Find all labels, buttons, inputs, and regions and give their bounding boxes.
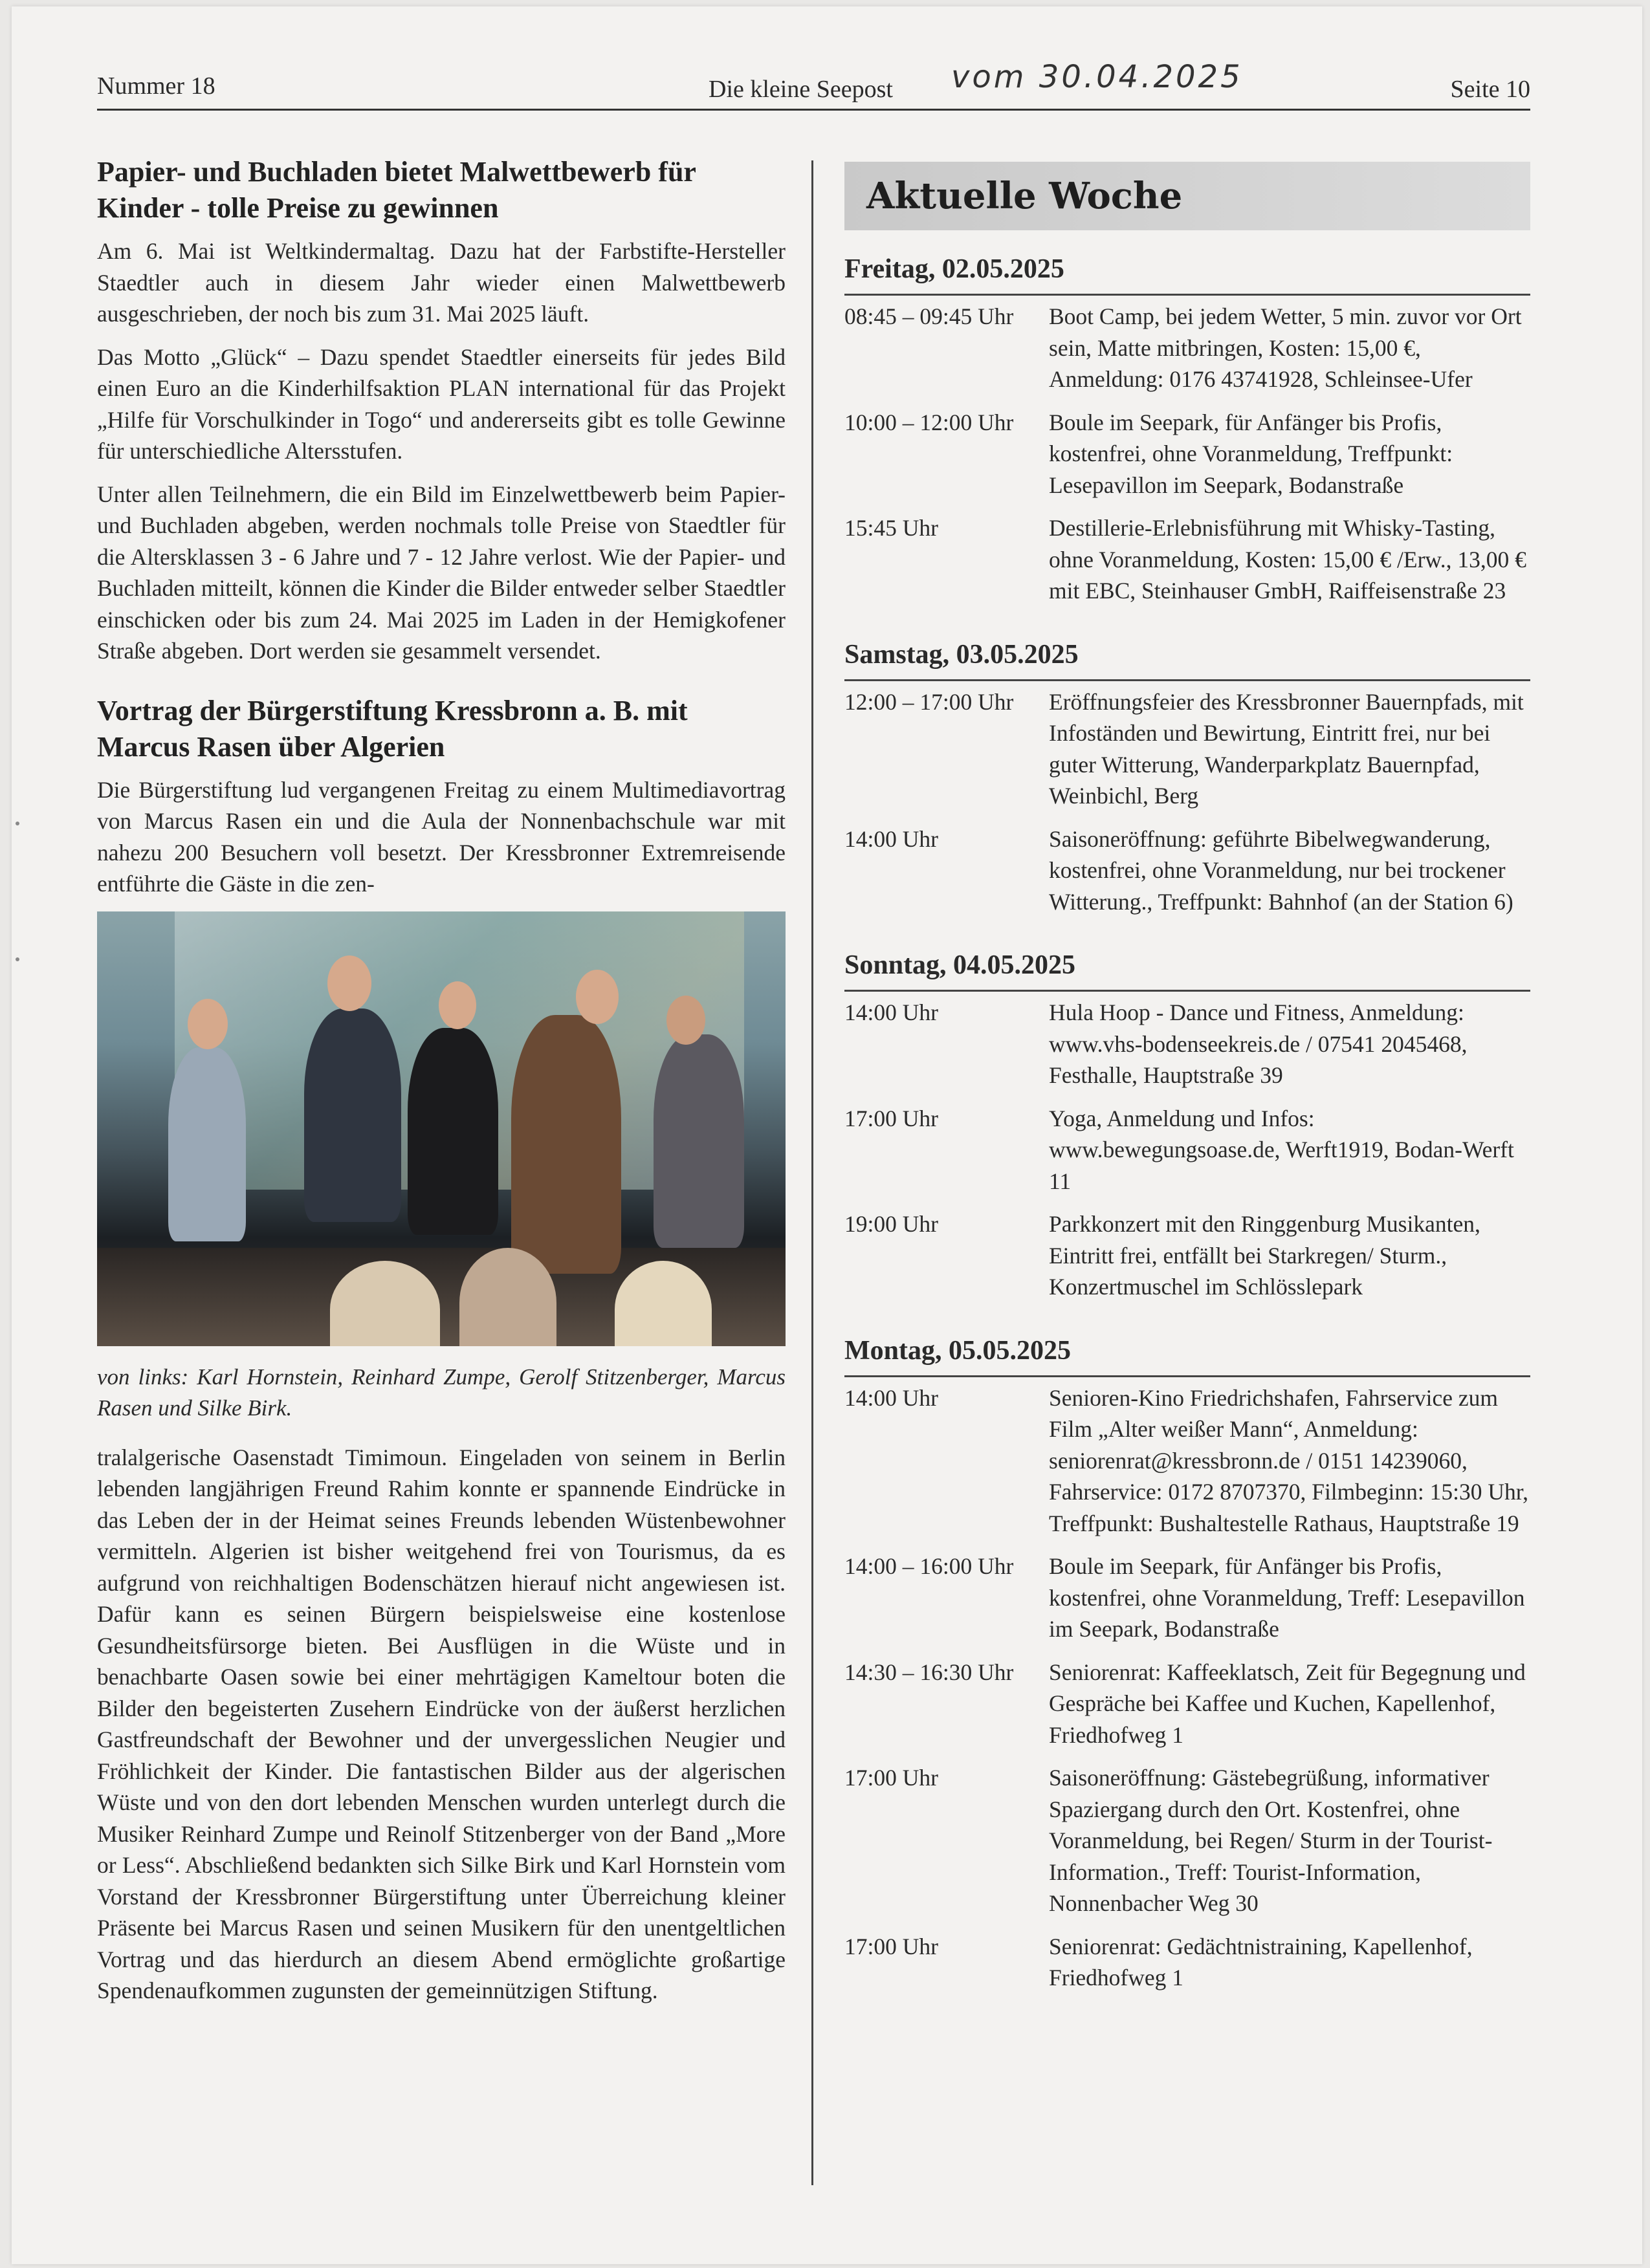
event-time: 14:30 – 16:30 Uhr — [844, 1659, 1014, 1685]
events-list — [844, 252, 1530, 1994]
day-heading: Samstag, 03.05.2025 — [844, 638, 1530, 681]
event-row — [844, 512, 1530, 607]
event-description: Eröffnungsfeier des Kressbronner Bauernpfads, mit Infoständen und Bewirtung, Eintritt frei, nur bei guter Witterung, Wanderparkplatz Bauernpfad, Weinbichl, Berg — [1049, 688, 1524, 809]
publication-name: Die kleine Seepost — [709, 76, 893, 103]
event-time: 08:45 – 09:45 Uhr — [844, 303, 1014, 329]
day-heading: Freitag, 02.05.2025 — [844, 252, 1530, 296]
event-time: 14:00 – 16:00 Uhr — [844, 1553, 1014, 1579]
event-row — [844, 1382, 1530, 1540]
week-title: Aktuelle Woche — [844, 162, 1530, 230]
event-description: Senioren-Kino Friedrichshafen, Fahrservice zum Film „Alter weißer Mann“, Anmeldung: seniorenrat@kressbronn.de / 0151 14239060, Fahrservice: 0172 8707370, Filmbeginn: 15:30 Uhr, Treffpunkt: Bushaltestelle Rathaus, Hauptstraße 19 — [1049, 1384, 1529, 1536]
article2-photo — [97, 911, 786, 1346]
page-number: Seite 10 — [1450, 76, 1530, 103]
article2-intro: Die Bürgerstiftung lud vergangenen Freitag zu einem Multimediavortrag von Marcus Rasen ein und die Aula der Nonnenbachschule war mit nahezu 200 Besuchern voll besetzt. Der Kressbronner Extremreisende entführte die Gäste in die zen- — [97, 776, 786, 897]
day-block — [844, 252, 1530, 607]
event-time: 17:00 Uhr — [844, 1933, 938, 1959]
event-description: Parkkonzert mit den Ringgenburg Musikanten, Eintritt frei, entfällt bei Starkregen/ Sturm., Konzertmuschel im Schlösslepark — [1049, 1211, 1480, 1300]
event-row — [844, 407, 1530, 501]
event-description: Seniorenrat: Gedächtnistraining, Kapellenhof, Friedhofweg 1 — [1049, 1933, 1473, 1990]
event-time: 17:00 Uhr — [844, 1105, 938, 1131]
margin-dot — [16, 822, 19, 825]
event-time: 17:00 Uhr — [844, 1765, 938, 1791]
article1-paragraph: Das Motto „Glück“ – Dazu spendet Staedtler einerseits für jedes Bild einen Euro an die Kinderhilfsaktion PLAN international für das Projekt „Hilfe für Vorschulkinder in Togo“ und andererseits gibt es tolle Gewinne für unterschiedliche Altersstufen. — [97, 343, 786, 464]
right-column — [844, 162, 1530, 2025]
event-description: Seniorenrat: Kaffeeklatsch, Zeit für Begegnung und Gespräche bei Kaffee und Kuchen, Kapellenhof, Friedhofweg 1 — [1049, 1659, 1526, 1748]
article1-paragraph: Am 6. Mai ist Weltkindermaltag. Dazu hat der Farbstifte-Hersteller Staedtler auch in diesem Jahr wieder einen Malwettbewerb ausgeschrieben, der noch bis zum 31. Mai 2025 läuft. — [97, 238, 786, 327]
left-column — [97, 154, 786, 2018]
event-time: 10:00 – 12:00 Uhr — [844, 409, 1014, 435]
event-description: Boule im Seepark, für Anfänger bis Profis, kostenfrei, ohne Voranmeldung, Treffpunkt: Lesepavillon im Seepark, Bodanstraße — [1049, 409, 1453, 498]
event-description: Destillerie-Erlebnisführung mit Whisky-Tasting, ohne Voranmeldung, Kosten: 15,00 € /Erw., 13,00 € mit EBC, Steinhauser GmbH, Raiffeisenstraße 23 — [1049, 515, 1526, 604]
issue-number: Nummer 18 — [97, 72, 215, 100]
event-time: 14:00 Uhr — [844, 999, 938, 1025]
event-description: Boule im Seepark, für Anfänger bis Profis, kostenfrei, ohne Voranmeldung, Treff: Lesepavillon im Seepark, Bodanstraße — [1049, 1553, 1525, 1642]
event-row — [844, 1208, 1530, 1303]
margin-dot — [16, 957, 19, 961]
event-time: 19:00 Uhr — [844, 1211, 938, 1237]
handwritten-date: vom 30.04.2025 — [951, 59, 1243, 95]
event-row — [844, 301, 1530, 395]
event-description: Saisoneröffnung: Gästebegrüßung, informativer Spaziergang durch den Ort. Kostenfrei, ohne Voranmeldung, bei Regen/ Sturm in der Tourist-Information., Treff: Tourist-Information, Nonnenbacher Weg 30 — [1049, 1765, 1493, 1916]
event-description: Yoga, Anmeldung und Infos: www.bewegungsoase.de, Werft1919, Bodan-Werft 11 — [1049, 1105, 1514, 1194]
day-block — [844, 638, 1530, 918]
article2-title: Vortrag der Bürgerstiftung Kressbronn a. B. mit Marcus Rasen über Algerien — [97, 694, 688, 763]
event-row — [844, 686, 1530, 812]
day-heading: Montag, 05.05.2025 — [844, 1334, 1530, 1377]
event-row — [844, 1931, 1530, 1994]
article2-body: tralalgerische Oasenstadt Timimoun. Eingeladen von seinem in Berlin lebenden langjährigen Freund Rahim konnte er spannende Eindrücke in das Leben der in der Heimat seines Freunds lebenden Wüstenbewohner vermitteln. Algerien ist bisher weitgehend frei von Tourismus, da es aufgrund von reichhaltigen Bodenschätzen hierauf nicht angewiesen ist. Dafür kann es seinen Bürgern beispielsweise eine kostenlose Gesundheitsfürsorge bieten. Bei Ausflügen in die Wüste und in benachbarte Oasen sowie bei einer mehrtägigen Kameltour boten die Bilder den begeisterten Zusehern Eindrücke von der äußerst herzlichen Gastfreundschaft der Bewohner und der unvergesslichen Neugier und Fröhlichkeit der Kinder. Die fantastischen Bilder aus der algerischen Wüste und von den dort lebenden Menschen wurden unterlegt durch die Musiker Reinhard Zumpe und Reinolf Stitzenberger von der Band „More or Less“. Abschließend bedankten sich Silke Birk und Karl Hornstein vom Vorstand der Kressbronner Bürgerstiftung unter Überreichung kleiner Präsente bei Marcus Rasen und seinen Musikern für den unentgeltlichen Vortrag und das hierdurch an diesem Abend ermöglichte großartige Spendenaufkommen zugunsten der gemeinnützigen Stiftung. — [97, 1444, 786, 2003]
day-block — [844, 948, 1530, 1303]
article1-paragraph: Unter allen Teilnehmern, die ein Bild im Einzelwettbewerb beim Papier- und Buchladen abgeben, werden nochmals tolle Preise von Staedtler für die Altersklassen 3 - 6 Jahre und 7 - 12 Jahre verlost. Wie der Papier- und Buchladen mitteilt, können die Kinder die Bilder entweder selber Staedtler einschicken oder bis zum 24. Mai 2025 im Laden in der Hemigkofener Straße abgeben. Dort werden sie gesammelt versendet. — [97, 481, 786, 664]
event-time: 15:45 Uhr — [844, 515, 938, 541]
event-row — [844, 1551, 1530, 1645]
event-row — [844, 1103, 1530, 1197]
event-row — [844, 823, 1530, 918]
column-divider — [811, 160, 813, 2185]
event-description: Boot Camp, bei jedem Wetter, 5 min. zuvor vor Ort sein, Matte mitbringen, Kosten: 15,00 €, Anmeldung: 0176 43741928, Schleinsee-Ufer — [1049, 303, 1522, 392]
event-row — [844, 1657, 1530, 1751]
page-header — [97, 59, 1530, 111]
event-row — [844, 1762, 1530, 1919]
event-description: Saisoneröffnung: geführte Bibelwegwanderung, kostenfrei, ohne Voranmeldung, nur bei trockener Witterung., Treffpunkt: Bahnhof (an der Station 6) — [1049, 825, 1513, 915]
article1-title: Papier- und Buchladen bietet Malwettbewerb für Kinder - tolle Preise zu gewinnen — [97, 156, 696, 224]
photo-caption: von links: Karl Hornstein, Reinhard Zumpe, Gerolf Stitzenberger, Marcus Rasen und Silke Birk. — [97, 1364, 786, 1421]
day-block — [844, 1334, 1530, 1994]
event-row — [844, 997, 1530, 1091]
event-time: 14:00 Uhr — [844, 825, 938, 852]
event-time: 14:00 Uhr — [844, 1384, 938, 1411]
event-description: Hula Hoop - Dance und Fitness, Anmeldung: www.vhs-bodenseekreis.de / 07541 2045468, Festhalle, Hauptstraße 39 — [1049, 999, 1468, 1088]
day-heading: Sonntag, 04.05.2025 — [844, 948, 1530, 992]
event-time: 12:00 – 17:00 Uhr — [844, 688, 1014, 715]
